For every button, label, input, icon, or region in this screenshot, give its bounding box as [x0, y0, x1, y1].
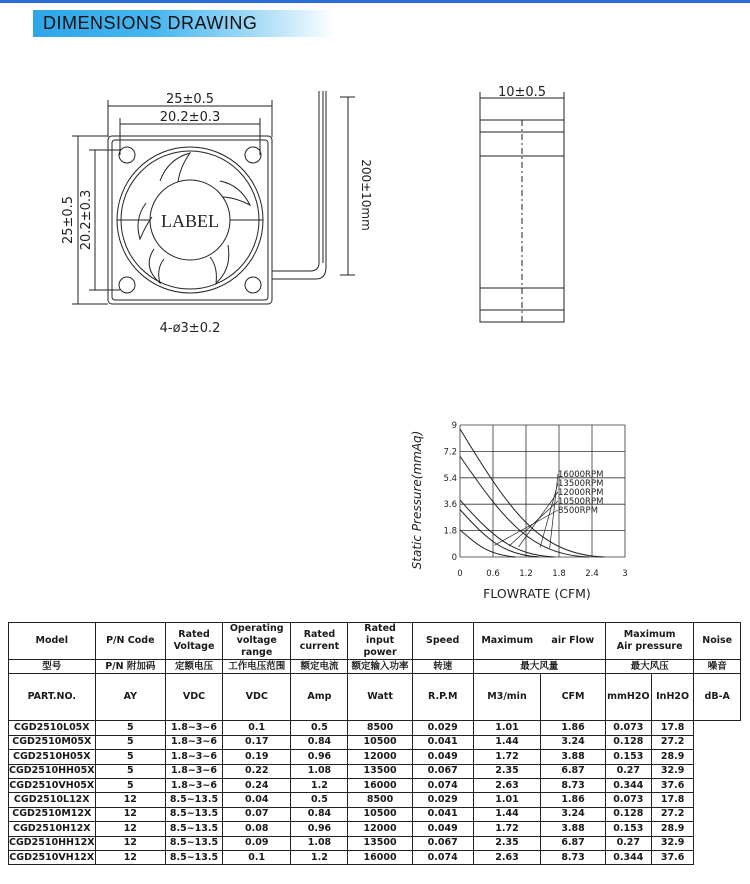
- chart-x-tick: 2.4: [585, 569, 599, 579]
- pn-code-cell: AY: [95, 674, 166, 721]
- cell-airflow-m3: 0.067: [412, 764, 473, 778]
- chart-legend-item: 8500RPM: [558, 506, 598, 516]
- cell-airflow-cfm: 1.44: [473, 807, 540, 821]
- cell-pressure-mmh2o: 8.73: [541, 850, 606, 864]
- chart-series-line: [460, 509, 539, 557]
- cell-airflow-cfm: 2.63: [473, 778, 540, 792]
- cell-rated-voltage: 12: [95, 793, 166, 807]
- cell-rated-current: 0.24: [222, 778, 291, 792]
- cell-pressure-mmh2o: 1.86: [541, 793, 606, 807]
- section-header: [33, 10, 335, 37]
- cell-rated-current: 0.04: [222, 793, 291, 807]
- cell-rated-current: 0.22: [222, 764, 291, 778]
- th-rated-current: Rated current: [291, 623, 348, 660]
- cell-airflow-m3: 0.029: [412, 793, 473, 807]
- cell-noise: 32.9: [651, 764, 694, 778]
- cell-op-range: 1.8~3~6: [166, 778, 223, 792]
- front-view-drawing: [50, 85, 373, 345]
- cell-rated-voltage: 12: [95, 807, 166, 821]
- cell-rated-power: 0.84: [291, 807, 348, 821]
- cell-op-range: 1.8~3~6: [166, 735, 223, 749]
- chart-x-tick: 0.6: [486, 569, 500, 579]
- cell-part-no: CGD2510VH12X: [9, 850, 96, 864]
- chart-legend-item: 10500RPM: [558, 497, 604, 507]
- chart-xlabel: FLOWRATE (CFM): [483, 586, 591, 601]
- cell-rated-current: 0.09: [222, 836, 291, 850]
- cell-airflow-m3: 0.041: [412, 735, 473, 749]
- cell-noise: 32.9: [651, 836, 694, 850]
- th-pn-cn: P/N 附加码: [95, 660, 166, 674]
- table-header-cn: [9, 660, 741, 674]
- cell-airflow-cfm: 1.01: [473, 793, 540, 807]
- cell-pressure-inh2o: 0.153: [605, 822, 651, 836]
- dim-height-outer: 25±0.5: [61, 195, 76, 245]
- cell-airflow-m3: 0.067: [412, 836, 473, 850]
- th-unit-inh2o: InH2O: [651, 674, 694, 721]
- cell-pressure-inh2o: 0.128: [605, 735, 651, 749]
- dim-holes: 4-ø3±0.2: [159, 321, 221, 336]
- th-model-cn: 型号: [9, 660, 96, 674]
- cell-rated-voltage: 5: [95, 750, 166, 764]
- cell-pressure-inh2o: 0.344: [605, 850, 651, 864]
- chart-legend-item: 12000RPM: [558, 488, 604, 498]
- cell-speed: 12000: [348, 822, 412, 836]
- cell-pressure-inh2o: 0.073: [605, 721, 651, 735]
- table-row: [9, 735, 741, 749]
- cell-speed: 16000: [348, 778, 412, 792]
- cell-rated-current: 0.1: [222, 721, 291, 735]
- cell-op-range: 1.8~3~6: [166, 721, 223, 735]
- th-unit-cfm: CFM: [541, 674, 606, 721]
- cell-airflow-m3: 0.049: [412, 822, 473, 836]
- th-rated-voltage-cn: 定额电压: [166, 660, 223, 674]
- cell-pressure-mmh2o: 3.24: [541, 735, 606, 749]
- th-unit-range: VDC: [222, 674, 291, 721]
- table-row: [9, 778, 741, 792]
- cell-rated-current: 0.17: [222, 735, 291, 749]
- th-noise-cn: 噪音: [694, 660, 741, 674]
- cell-rated-current: 0.07: [222, 807, 291, 821]
- th-unit-power: Watt: [348, 674, 412, 721]
- cell-rated-power: 0.84: [291, 735, 348, 749]
- chart-legend-item: 13500RPM: [558, 479, 604, 489]
- cell-rated-voltage: 12: [95, 822, 166, 836]
- th-airflow-a: Maximum: [473, 623, 540, 660]
- th-part-no: PART.NO.: [9, 674, 96, 721]
- th-unit-mmh2o: mmH2O: [605, 674, 651, 721]
- cell-airflow-cfm: 2.35: [473, 836, 540, 850]
- cell-rated-current: 0.19: [222, 750, 291, 764]
- cell-airflow-cfm: 2.63: [473, 850, 540, 864]
- performance-chart: [405, 415, 645, 610]
- chart-y-tick: 0: [451, 553, 457, 563]
- dim-height-inner: 20.2±0.3: [79, 189, 94, 251]
- cell-airflow-m3: 0.074: [412, 778, 473, 792]
- cell-noise: 28.9: [651, 822, 694, 836]
- cell-rated-power: 1.08: [291, 836, 348, 850]
- cell-rated-power: 0.96: [291, 750, 348, 764]
- th-rated-power: Rated input power: [348, 623, 412, 660]
- chart-y-tick: 7.2: [443, 447, 457, 458]
- table-row: [9, 750, 741, 764]
- cell-speed: 13500: [348, 836, 412, 850]
- th-unit-voltage: VDC: [166, 674, 223, 721]
- cell-rated-voltage: 5: [95, 735, 166, 749]
- fan-label: LABEL: [161, 211, 219, 231]
- cell-speed: 8500: [348, 793, 412, 807]
- cell-rated-power: 1.2: [291, 850, 348, 864]
- dim-thickness: 10±0.5: [497, 85, 547, 100]
- side-view-drawing: [460, 80, 590, 330]
- th-noise: Noise: [694, 623, 741, 660]
- table-header-en: [9, 623, 741, 660]
- th-unit-noise: dB-A: [694, 674, 741, 721]
- cell-pressure-mmh2o: 3.88: [541, 822, 606, 836]
- cell-rated-current: 0.1: [222, 850, 291, 864]
- cell-speed: 16000: [348, 850, 412, 864]
- cell-op-range: 1.8~3~6: [166, 764, 223, 778]
- cell-noise: 37.6: [651, 850, 694, 864]
- table-row: [9, 836, 741, 850]
- table-row: [9, 793, 741, 807]
- cell-rated-power: 0.5: [291, 721, 348, 735]
- cell-part-no: CGD2510H05X: [9, 750, 96, 764]
- cell-noise: 17.8: [651, 793, 694, 807]
- cell-pressure-mmh2o: 3.88: [541, 750, 606, 764]
- th-pn: P/N Code: [95, 623, 166, 660]
- cell-airflow-m3: 0.049: [412, 750, 473, 764]
- cell-part-no: CGD2510M05X: [9, 735, 96, 749]
- table-row: [9, 850, 741, 864]
- cell-airflow-m3: 0.041: [412, 807, 473, 821]
- th-unit-current: Amp: [291, 674, 348, 721]
- cell-airflow-cfm: 2.35: [473, 764, 540, 778]
- cell-rated-power: 0.5: [291, 793, 348, 807]
- cell-rated-power: 0.96: [291, 822, 348, 836]
- th-rated-current-cn: 额定电流: [291, 660, 348, 674]
- cell-rated-voltage: 12: [95, 836, 166, 850]
- cell-rated-power: 1.08: [291, 764, 348, 778]
- cell-pressure-mmh2o: 6.87: [541, 764, 606, 778]
- cell-pressure-mmh2o: 6.87: [541, 836, 606, 850]
- cell-op-range: 8.5~13.5: [166, 850, 223, 864]
- chart-y-tick: 9: [451, 421, 457, 431]
- cell-speed: 13500: [348, 764, 412, 778]
- cell-rated-power: 1.2: [291, 778, 348, 792]
- cell-part-no: CGD2510HH05X: [9, 764, 96, 778]
- cell-op-range: 1.8~3~6: [166, 750, 223, 764]
- th-speed-cn: 转速: [412, 660, 473, 674]
- chart-legend-item: 16000RPM: [558, 470, 604, 480]
- chart-series-line: [460, 500, 555, 557]
- cell-pressure-mmh2o: 3.24: [541, 807, 606, 821]
- th-airflow-cn: 最大风量: [473, 660, 605, 674]
- th-unit-m3: M3/min: [473, 674, 540, 721]
- cell-pressure-mmh2o: 8.73: [541, 778, 606, 792]
- cell-speed: 10500: [348, 807, 412, 821]
- cell-pressure-inh2o: 0.344: [605, 778, 651, 792]
- th-pressure-cn: 最大风压: [605, 660, 694, 674]
- cell-airflow-m3: 0.074: [412, 850, 473, 864]
- cell-speed: 12000: [348, 750, 412, 764]
- cell-part-no: CGD2510H12X: [9, 822, 96, 836]
- cell-part-no: CGD2510VH05X: [9, 778, 96, 792]
- chart-y-tick: 3.6: [443, 500, 457, 511]
- cell-pressure-inh2o: 0.27: [605, 836, 651, 850]
- table-header-units: [9, 674, 741, 721]
- cell-pressure-inh2o: 0.128: [605, 807, 651, 821]
- cell-speed: 8500: [348, 721, 412, 735]
- chart-x-tick: 1.8: [552, 569, 566, 579]
- chart-x-tick: 0: [457, 569, 463, 579]
- chart-y-tick: 5.4: [443, 473, 457, 484]
- table-row: [9, 764, 741, 778]
- cell-pressure-mmh2o: 1.86: [541, 721, 606, 735]
- cell-op-range: 8.5~13.5: [166, 822, 223, 836]
- th-rated-voltage: Rated Voltage: [166, 623, 223, 660]
- th-rated-power-cn: 额定输入功率: [348, 660, 412, 674]
- cell-op-range: 8.5~13.5: [166, 793, 223, 807]
- th-pressure: Maximum Air pressure: [605, 623, 694, 660]
- cell-part-no: CGD2510HH12X: [9, 836, 96, 850]
- cell-noise: 37.6: [651, 778, 694, 792]
- cell-noise: 27.2: [651, 807, 694, 821]
- cell-rated-voltage: 12: [95, 850, 166, 864]
- cell-airflow-cfm: 1.72: [473, 750, 540, 764]
- th-speed: Speed: [412, 623, 473, 660]
- cell-rated-voltage: 5: [95, 764, 166, 778]
- chart-y-tick: 1.8: [443, 526, 457, 537]
- chart-x-tick: 1.2: [519, 569, 533, 579]
- section-title: DIMENSIONS DRAWING: [43, 13, 258, 33]
- cell-noise: 17.8: [651, 721, 694, 735]
- cell-pressure-inh2o: 0.073: [605, 793, 651, 807]
- cell-airflow-cfm: 1.72: [473, 822, 540, 836]
- th-op-range: Operating voltage range: [222, 623, 291, 660]
- cell-speed: 10500: [348, 735, 412, 749]
- cell-noise: 28.9: [651, 750, 694, 764]
- top-rule: [0, 0, 750, 3]
- th-airflow-b: air Flow: [541, 623, 606, 660]
- cell-pressure-inh2o: 0.27: [605, 764, 651, 778]
- chart-legend-leader: [550, 474, 558, 548]
- th-op-range-cn: 工作电压范围: [222, 660, 291, 674]
- spec-table: [8, 622, 741, 865]
- cell-op-range: 8.5~13.5: [166, 836, 223, 850]
- th-unit-speed: R.P.M: [412, 674, 473, 721]
- dim-cable: 200±10mm: [359, 159, 373, 231]
- cell-part-no: CGD2510M12X: [9, 807, 96, 821]
- cell-op-range: 8.5~13.5: [166, 807, 223, 821]
- cell-part-no: CGD2510L12X: [9, 793, 96, 807]
- table-row: [9, 807, 741, 821]
- table-row: [9, 721, 741, 735]
- cell-rated-current: 0.08: [222, 822, 291, 836]
- cell-rated-voltage: 5: [95, 721, 166, 735]
- dim-width-inner: 20.2±0.3: [159, 110, 221, 125]
- cell-airflow-cfm: 1.01: [473, 721, 540, 735]
- table-row: [9, 822, 741, 836]
- cell-part-no: CGD2510L05X: [9, 721, 96, 735]
- chart-x-tick: 3: [622, 569, 628, 579]
- cell-pressure-inh2o: 0.153: [605, 750, 651, 764]
- cell-airflow-cfm: 1.44: [473, 735, 540, 749]
- chart-ylabel: Static Pressure(mmAq): [410, 430, 424, 570]
- th-model: Model: [9, 623, 96, 660]
- cell-rated-voltage: 5: [95, 778, 166, 792]
- cell-airflow-m3: 0.029: [412, 721, 473, 735]
- dim-width-outer: 25±0.5: [165, 92, 215, 107]
- cell-noise: 27.2: [651, 735, 694, 749]
